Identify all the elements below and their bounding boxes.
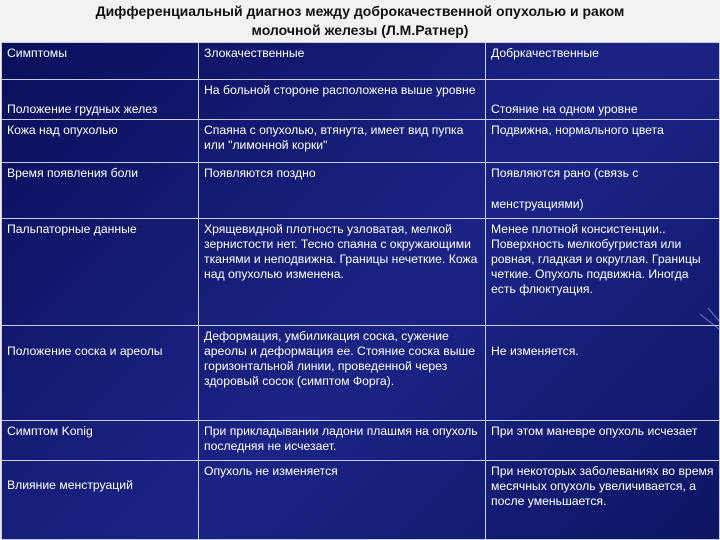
differential-diagnosis-table: [1, 42, 720, 540]
table-row: [2, 421, 720, 461]
table-row: [2, 219, 720, 326]
header-symptoms: Симптомы: [2, 43, 199, 80]
cell-malignant: Опухоль не изменяется: [199, 461, 486, 540]
table-row: [2, 461, 720, 540]
cell-symptom: Положение грудных желез: [2, 80, 199, 120]
table-row: [2, 80, 720, 120]
cell-malignant: Хрящевидной плотность узловатая, мелкой зернистости нет. Тесно спаяна с окружающими тканями и неподвижна. Границы нечеткие. Кожа над опухолью изменена.: [199, 219, 486, 326]
benign-text-line: Появляются рано (связь с: [491, 166, 639, 180]
cell-symptom: Положение соска и ареолы: [2, 326, 199, 421]
table-row: [2, 120, 720, 163]
slide-title: [0, 0, 720, 44]
cell-malignant: Появляются поздно: [199, 163, 486, 219]
cell-benign: Не изменяется.: [486, 326, 720, 421]
title-line-1: Дифференциальный диагноз между доброкачественной опухолью и раком: [95, 3, 625, 19]
cell-symptom: Пальпаторные данные: [2, 219, 199, 326]
cell-symptom: Симптом Konig: [2, 421, 199, 461]
table-header-row: [2, 43, 720, 80]
decorative-lines: [698, 300, 720, 340]
cell-symptom: Время появления боли: [2, 163, 199, 219]
table-row: [2, 163, 720, 219]
cell-benign: Подвижна, нормального цвета: [486, 120, 720, 163]
cell-benign: Стояние на одном уровне: [486, 80, 720, 120]
benign-text-line: менструациями): [491, 197, 584, 211]
header-benign: Добркачественные: [486, 43, 720, 80]
cell-benign: Менее плотной консистенции.. Поверхность мелкобугристая или ровная, гладкая и округлая. Границы четкие. Опухоль подвижна. Иногда есть флюктуация.: [486, 219, 720, 326]
header-malignant: Злокачественные: [199, 43, 486, 80]
cell-benign: [486, 163, 720, 219]
cell-symptom: Влияние менструаций: [2, 461, 199, 540]
cell-malignant: Деформация, умбиликация соска, сужение ареолы и деформация ее. Стояние соска выше горизонтальной линии, проведенной через здоровый сосок (симптом Форга).: [199, 326, 486, 421]
cell-malignant: При прикладывании ладони плашмя на опухоль последняя не исчезает.: [199, 421, 486, 461]
table-row: [2, 326, 720, 421]
title-line-2: молочной железы (Л.М.Ратнер): [251, 22, 469, 38]
cell-benign: При этом маневре опухоль исчезает: [486, 421, 720, 461]
cell-malignant: Спаяна с опухолью, втянута, имеет вид пупка или "лимонной корки": [199, 120, 486, 163]
cell-benign: При некоторых заболеваниях во время месячных опухоль увеличивается, а после уменьшается.: [486, 461, 720, 540]
cell-symptom: Кожа над опухолью: [2, 120, 199, 163]
cell-malignant: На больной стороне расположена выше уровне: [199, 80, 486, 120]
